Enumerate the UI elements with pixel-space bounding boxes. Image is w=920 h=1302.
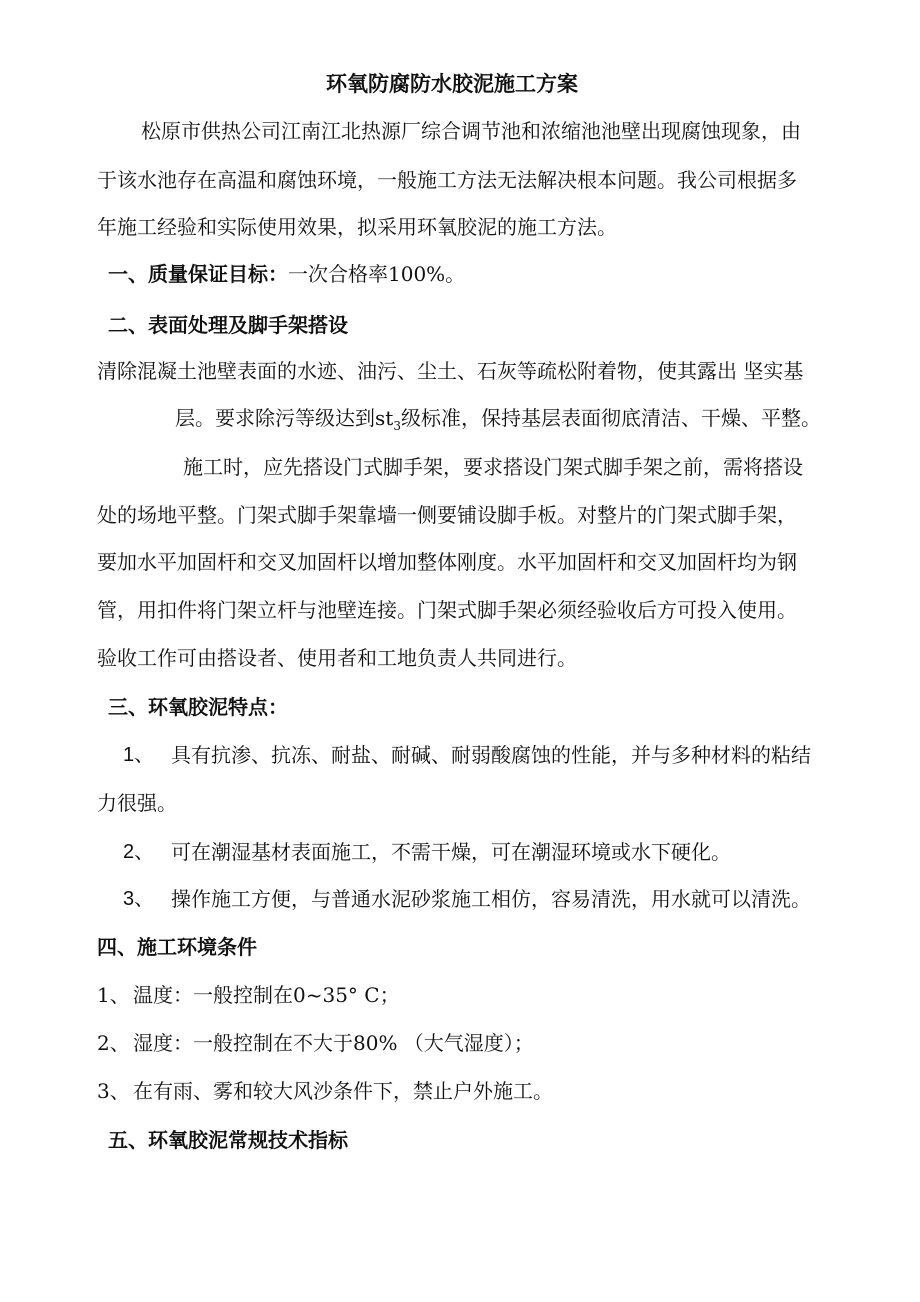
section-1 [108, 262, 465, 286]
condition-2-text: 湿度：一般控制在不大于80% （大气湿度）； [133, 1031, 534, 1055]
intro-line-3: 年施工经验和实际使用效果，拟采用环氧胶泥的施工方法。 [97, 215, 617, 239]
scaffold-line-5: 验收工作可由搭设者、使用者和工地负责人共同进行。 [97, 646, 577, 670]
scaffold-line-2: 处的场地平整。门架式脚手架靠墙一侧要铺设脚手板。对整片的门架式脚手架， [97, 503, 797, 527]
feature-3-text: 操作施工方便，与普通水泥砂浆施工相仿，容易清洗，用水就可以清洗。 [171, 887, 811, 911]
section-3-heading: 三、环氧胶泥特点： [108, 695, 288, 719]
feature-3-number: 3、 [123, 888, 155, 910]
surface-line-2-a: 层。要求除污等级达到st [175, 406, 394, 430]
condition-3-number: 3、 [97, 1079, 130, 1103]
condition-1-number: 1、 [97, 983, 130, 1007]
section-4-heading: 四、施工环境条件 [97, 935, 257, 959]
intro-line-2: 于该水池存在高温和腐蚀环境，一般施工方法无法解决根本问题。我公司根据多 [97, 168, 797, 192]
scaffold-line-4: 管，用扣件将门架立杆与池壁连接。门架式脚手架必须经验收后方可投入使用。 [97, 598, 797, 622]
page-title: 环氧防腐防水胶泥施工方案 [326, 72, 578, 96]
surface-line-2 [175, 406, 821, 433]
condition-3-text: 在有雨、雾和较大风沙条件下，禁止户外施工。 [133, 1079, 553, 1103]
section-5-heading: 五、环氧胶泥常规技术指标 [108, 1128, 348, 1152]
feature-2-text: 可在潮湿基材表面施工，不需干燥，可在潮湿环境或水下硬化。 [171, 840, 731, 864]
st-grade-subscript: 3 [393, 419, 401, 433]
section-1-heading: 一、质量保证目标： [108, 262, 288, 286]
scaffold-line-3: 要加水平加固杆和交叉加固杆以增加整体刚度。水平加固杆和交叉加固杆均为钢 [97, 550, 797, 574]
feature-1-text: 具有抗渗、抗冻、耐盐、耐碱、耐弱酸腐蚀的性能，并与多种材料的粘结 [171, 743, 811, 767]
section-1-text: 一次合格率100%。 [288, 262, 466, 286]
feature-1-number: 1、 [123, 744, 155, 766]
feature-2-number: 2、 [123, 841, 155, 863]
surface-line-2-b: 级标准，保持基层表面彻底清洁、干燥、平整。 [400, 406, 821, 430]
scaffold-line-1: 施工时，应先搭设门式脚手架，要求搭设门架式脚手架之前，需将搭设 [183, 455, 803, 479]
condition-1-text: 温度：一般控制在0~35° C； [133, 983, 400, 1007]
intro-line-1: 松原市供热公司江南江北热源厂综合调节池和浓缩池池壁出现腐蚀现象，由 [141, 119, 801, 143]
surface-line-1: 清除混凝土池壁表面的水迹、油污、尘土、石灰等疏松附着物，使其露出 坚实基 [97, 359, 804, 383]
feature-1-continuation: 力很强。 [97, 791, 177, 815]
section-2-heading: 二、表面处理及脚手架搭设 [108, 313, 348, 337]
condition-2-number: 2、 [97, 1031, 130, 1055]
